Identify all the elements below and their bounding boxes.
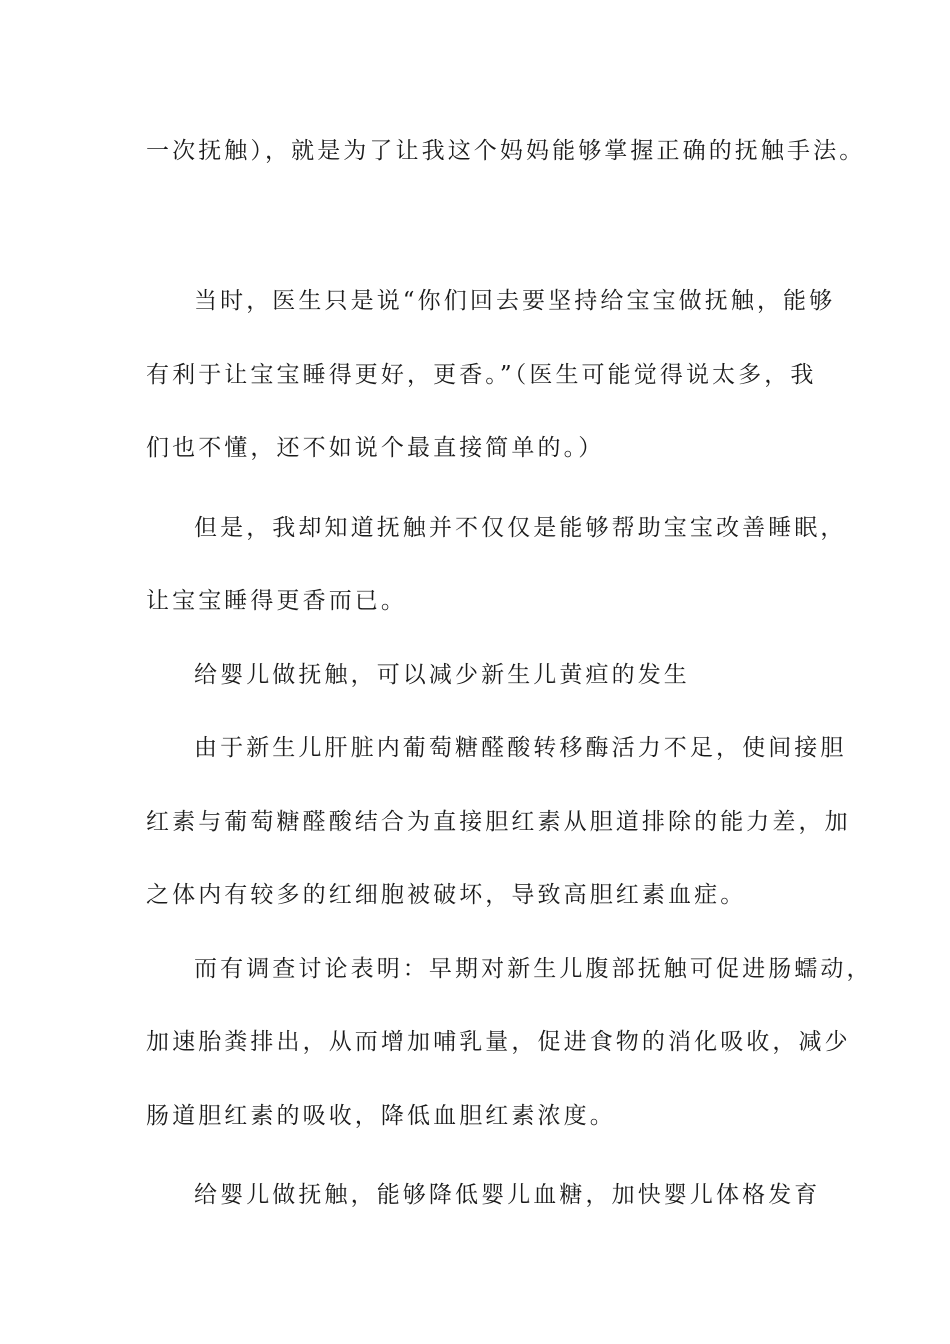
- text-line-6: 让宝宝睡得更香而已。: [146, 588, 407, 614]
- text-line-7: 给婴儿做抚触，可以减少新生儿黄疸的发生: [194, 662, 690, 688]
- text-line-1: 一次抚触），就是为了让我这个妈妈能够掌握正确的抚触手法。: [146, 138, 866, 164]
- text-line-11: 而有调查讨论表明：早期对新生儿腹部抚触可促进肠蠕动，: [194, 956, 873, 982]
- text-line-14: 给婴儿做抚触，能够降低婴儿血糖，加快婴儿体格发育: [194, 1182, 821, 1208]
- text-line-10: 之体内有较多的红细胞被破坏，导致高胆红素血症。: [146, 882, 747, 908]
- text-line-12: 加速胎粪排出，从而增加哺乳量，促进食物的消化吸收，减少: [146, 1029, 851, 1055]
- text-line-9: 红素与葡萄糖醛酸结合为直接胆红素从胆道排除的能力差，加: [146, 809, 851, 835]
- text-line-13: 肠道胆红素的吸收，降低血胆红素浓度。: [146, 1103, 616, 1129]
- text-line-8: 由于新生儿肝脏内葡萄糖醛酸转移酶活力不足，使间接胆: [194, 735, 847, 761]
- text-line-2: 当时，医生只是说“你们回去要坚持给宝宝做抚触，能够: [194, 288, 836, 314]
- text-line-3: 有利于让宝宝睡得更好，更香。”（医生可能觉得说太多，我: [146, 362, 817, 388]
- text-line-4: 们也不懂，还不如说个最直接简单的。）: [146, 435, 605, 461]
- text-line-5: 但是，我却知道抚触并不仅仅是能够帮助宝宝改善睡眠，: [194, 515, 847, 541]
